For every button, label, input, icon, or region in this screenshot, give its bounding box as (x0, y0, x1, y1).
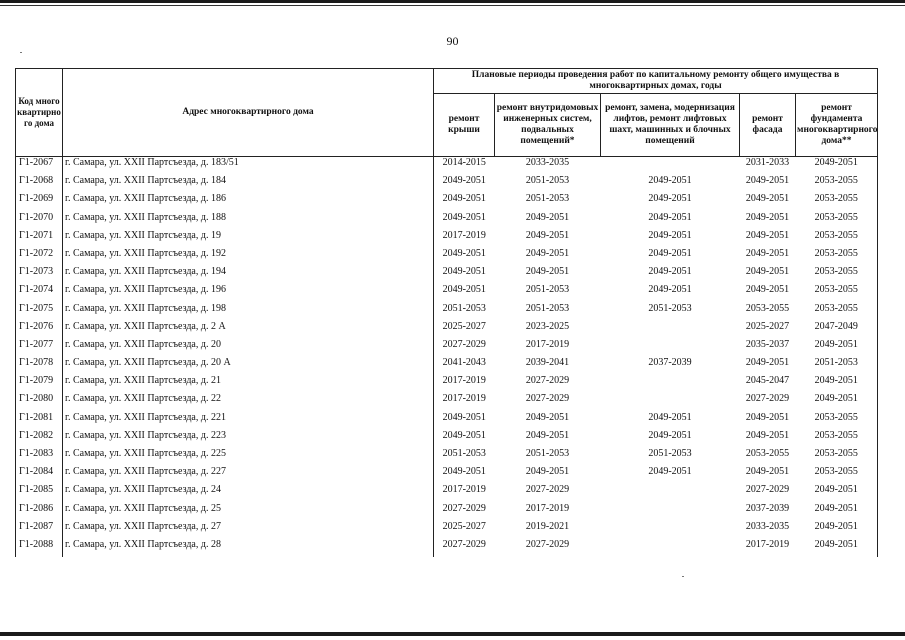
table-row (16, 448, 878, 466)
foundation-period-cell: 2047-2049 (796, 321, 878, 339)
table-row (16, 230, 878, 248)
header-address: Адрес многоквартирного дома (63, 69, 434, 157)
house-address-cell: г. Самара, ул. XXII Партсъезда, д. 21 (63, 375, 434, 393)
engineering-period-cell: 2051-2053 (525, 175, 570, 187)
engineering-period-cell: 2049-2051 (525, 429, 570, 441)
house-address-cell: г. Самара, ул. XXII Партсъезда, д. 186 (63, 193, 434, 211)
header-facade-repair: ремонт фасада (740, 94, 796, 157)
roof-period-cell: 2014-2015 (434, 157, 495, 176)
house-code-cell: Г1-2075 (16, 303, 63, 321)
elevator-period-cell (601, 321, 740, 339)
foundation-period-cell: 2049-2051 (796, 521, 878, 539)
facade-period-cell: 2049-2051 (745, 284, 790, 296)
engineering-period-cell: 2051-2053 (525, 448, 570, 459)
facade-period-cell: 2017-2019 (745, 538, 790, 550)
engineering-period-cell: 2049-2051 (525, 211, 570, 223)
house-address-cell: г. Самара, ул. XXII Партсъезда, д. 221 (63, 412, 434, 430)
house-code-cell: Г1-2082 (16, 430, 63, 448)
elevator-period-cell (601, 503, 740, 521)
house-address-cell: г. Самара, ул. XXII Партсъезда, д. 225 (63, 448, 434, 466)
facade-period-cell: 2049-2051 (745, 266, 790, 278)
facade-period-cell: 2049-2051 (745, 357, 790, 369)
table-row (16, 484, 878, 502)
house-address-cell: г. Самара, ул. XXII Партсъезда, д. 223 (63, 430, 434, 448)
facade-period-cell: 2049-2051 (745, 229, 790, 241)
foundation-period-cell: 2049-2051 (796, 393, 878, 411)
house-address-cell: г. Самара, ул. XXII Партсъезда, д. 22 (63, 393, 434, 411)
house-address-cell: г. Самара, ул. XXII Партсъезда, д. 183/51 (63, 157, 434, 176)
facade-period-cell: 2025-2027 (745, 320, 790, 332)
elevator-period-cell: 2051-2053 (648, 302, 692, 314)
table-row (16, 303, 878, 321)
top-border-rule (0, 0, 905, 3)
house-code-cell: Г1-2088 (16, 539, 63, 557)
header-foundation-repair: ремонт фундамента многоквартирного дома** (796, 94, 878, 157)
table-body (16, 157, 878, 558)
facade-period-cell: 2049-2051 (745, 211, 790, 223)
house-address-cell: г. Самара, ул. XXII Партсъезда, д. 19 (63, 230, 434, 248)
elevator-period-cell: 2049-2051 (648, 247, 692, 259)
facade-period-cell: 2037-2039 (745, 502, 790, 514)
foundation-period-cell: 2049-2051 (796, 375, 878, 393)
house-code-cell: Г1-2079 (16, 375, 63, 393)
engineering-period-cell: 2049-2051 (525, 411, 570, 423)
table-row (16, 357, 878, 375)
table-row (16, 175, 878, 193)
house-address-cell: г. Самара, ул. XXII Партсъезда, д. 198 (63, 303, 434, 321)
header-roof-repair: ремонт крыши (434, 94, 495, 157)
foundation-period-cell: 2053-2055 (796, 303, 878, 321)
top-border-thin-rule (0, 5, 905, 6)
foundation-period-cell: 2051-2053 (796, 357, 878, 375)
engineering-period-cell: 2027-2029 (525, 375, 570, 387)
house-code-cell: Г1-2068 (16, 175, 63, 193)
engineering-period-cell: 2051-2053 (525, 193, 570, 205)
house-address-cell: г. Самара, ул. XXII Партсъезда, д. 196 (63, 284, 434, 302)
house-code-cell: Г1-2084 (16, 466, 63, 484)
elevator-period-cell (601, 521, 740, 539)
house-code-cell: Г1-2073 (16, 266, 63, 284)
elevator-period-cell: 2051-2053 (648, 448, 692, 459)
house-code-cell: Г1-2087 (16, 521, 63, 539)
roof-period-cell: 2017-2019 (434, 484, 495, 502)
house-address-cell: г. Самара, ул. XXII Партсъезда, д. 25 (63, 503, 434, 521)
table-row (16, 284, 878, 302)
elevator-period-cell (601, 539, 740, 557)
facade-period-cell: 2053-2055 (745, 448, 790, 459)
table-row (16, 375, 878, 393)
house-address-cell: г. Самара, ул. XXII Партсъезда, д. 20 А (63, 357, 434, 375)
elevator-period-cell: 2049-2051 (648, 284, 692, 296)
roof-period-cell: 2049-2051 (434, 284, 495, 302)
house-address-cell: г. Самара, ул. XXII Партсъезда, д. 184 (63, 175, 434, 193)
engineering-period-cell: 2049-2051 (525, 229, 570, 241)
elevator-period-cell: 2049-2051 (648, 429, 692, 441)
table-row (16, 193, 878, 211)
capital-repair-schedule-table (15, 68, 878, 557)
roof-period-cell: 2025-2027 (434, 521, 495, 539)
house-address-cell: г. Самара, ул. XXII Партсъезда, д. 27 (63, 521, 434, 539)
house-address-cell: г. Самара, ул. XXII Партсъезда, д. 194 (63, 266, 434, 284)
elevator-period-cell: 2049-2051 (648, 411, 692, 423)
elevator-period-cell (601, 375, 740, 393)
house-address-cell: г. Самара, ул. XXII Партсъезда, д. 20 (63, 339, 434, 357)
roof-period-cell: 2041-2043 (434, 357, 495, 375)
roof-period-cell: 2051-2053 (434, 448, 495, 466)
engineering-period-cell: 2027-2029 (525, 484, 570, 496)
table-row (16, 321, 878, 339)
roof-period-cell: 2027-2029 (434, 503, 495, 521)
roof-period-cell: 2027-2029 (434, 339, 495, 357)
table-row (16, 157, 878, 176)
table-row (16, 393, 878, 411)
foundation-period-cell: 2053-2055 (796, 284, 878, 302)
house-code-cell: Г1-2074 (16, 284, 63, 302)
house-address-cell: г. Самара, ул. XXII Партсъезда, д. 2 А (63, 321, 434, 339)
header-planned-periods: Плановые периоды проведения работ по капитальному ремонту общего имущества в многоквартирных домах, годы (434, 69, 878, 94)
engineering-period-cell: 2017-2019 (525, 338, 570, 350)
facade-period-cell: 2049-2051 (745, 429, 790, 441)
roof-period-cell: 2049-2051 (434, 266, 495, 284)
facade-period-cell: 2049-2051 (745, 175, 790, 187)
engineering-period-cell: 2051-2053 (525, 302, 570, 314)
house-code-cell: Г1-2085 (16, 484, 63, 502)
roof-period-cell: 2017-2019 (434, 375, 495, 393)
house-code-cell: Г1-2080 (16, 393, 63, 411)
house-code-cell: Г1-2081 (16, 412, 63, 430)
roof-period-cell: 2049-2051 (434, 193, 495, 211)
engineering-period-cell: 2049-2051 (525, 266, 570, 278)
roof-period-cell: 2025-2027 (434, 321, 495, 339)
foundation-period-cell: 2049-2051 (796, 484, 878, 502)
foundation-period-cell: 2053-2055 (796, 175, 878, 193)
scan-speck (682, 576, 684, 577)
roof-period-cell: 2049-2051 (434, 212, 495, 230)
elevator-period-cell (601, 339, 740, 357)
foundation-period-cell: 2053-2055 (796, 466, 878, 484)
house-code-cell: Г1-2071 (16, 230, 63, 248)
table-row (16, 521, 878, 539)
table-row (16, 339, 878, 357)
engineering-period-cell: 2027-2029 (525, 393, 570, 405)
table-row (16, 539, 878, 557)
roof-period-cell: 2049-2051 (434, 175, 495, 193)
house-code-cell: Г1-2069 (16, 193, 63, 211)
facade-period-cell: 2027-2029 (745, 484, 790, 496)
roof-period-cell: 2049-2051 (434, 412, 495, 430)
house-address-cell: г. Самара, ул. XXII Партсъезда, д. 188 (63, 212, 434, 230)
house-code-cell: Г1-2083 (16, 448, 63, 466)
foundation-period-cell: 2049-2051 (796, 539, 878, 557)
engineering-period-cell: 2027-2029 (525, 538, 570, 550)
foundation-period-cell: 2053-2055 (796, 248, 878, 266)
engineering-period-cell: 2019-2021 (525, 520, 570, 532)
page-number: 90 (446, 34, 459, 48)
roof-period-cell: 2049-2051 (434, 248, 495, 266)
header-code: Код многоквартирного дома (16, 69, 63, 157)
elevator-period-cell (601, 157, 740, 176)
engineering-period-cell: 2049-2051 (525, 466, 570, 478)
roof-period-cell: 2049-2051 (434, 430, 495, 448)
table-row (16, 248, 878, 266)
roof-period-cell: 2017-2019 (434, 230, 495, 248)
foundation-period-cell: 2049-2051 (796, 339, 878, 357)
facade-period-cell: 2049-2051 (745, 247, 790, 259)
engineering-period-cell: 2039-2041 (525, 357, 570, 369)
elevator-period-cell: 2049-2051 (648, 229, 692, 241)
facade-period-cell: 2031-2033 (745, 157, 790, 168)
house-code-cell: Г1-2070 (16, 212, 63, 230)
elevator-period-cell: 2037-2039 (648, 357, 692, 369)
foundation-period-cell: 2053-2055 (796, 430, 878, 448)
house-address-cell: г. Самара, ул. XXII Партсъезда, д. 28 (63, 539, 434, 557)
foundation-period-cell: 2049-2051 (796, 157, 878, 176)
bottom-border-rule (0, 632, 905, 636)
table-row (16, 212, 878, 230)
house-code-cell: Г1-2072 (16, 248, 63, 266)
house-address-cell: г. Самара, ул. XXII Партсъезда, д. 24 (63, 484, 434, 502)
engineering-period-cell: 2033-2035 (525, 157, 570, 168)
roof-period-cell: 2051-2053 (434, 303, 495, 321)
header-engineering-repair: ремонт внутридомовых инженерных систем, подвальных помещений* (495, 94, 601, 157)
facade-period-cell: 2049-2051 (745, 411, 790, 423)
foundation-period-cell: 2049-2051 (796, 503, 878, 521)
scan-speck (20, 52, 22, 53)
foundation-period-cell: 2053-2055 (796, 266, 878, 284)
elevator-period-cell (601, 484, 740, 502)
house-code-cell: Г1-2067 (16, 157, 63, 176)
facade-period-cell: 2045-2047 (745, 375, 790, 387)
house-code-cell: Г1-2076 (16, 321, 63, 339)
table-row (16, 412, 878, 430)
facade-period-cell: 2049-2051 (745, 193, 790, 205)
house-code-cell: Г1-2086 (16, 503, 63, 521)
table-row (16, 466, 878, 484)
roof-period-cell: 2017-2019 (434, 393, 495, 411)
engineering-period-cell: 2017-2019 (525, 502, 570, 514)
roof-period-cell: 2027-2029 (434, 539, 495, 557)
engineering-period-cell: 2023-2025 (525, 320, 570, 332)
roof-period-cell: 2049-2051 (434, 466, 495, 484)
facade-period-cell: 2027-2029 (745, 393, 790, 405)
header-elevator-repair: ремонт, замена, модернизация лифтов, ремонт лифтовых шахт, машинных и блочных помещений (601, 94, 740, 157)
engineering-period-cell: 2051-2053 (525, 284, 570, 296)
foundation-period-cell: 2053-2055 (796, 448, 878, 466)
elevator-period-cell: 2049-2051 (648, 175, 692, 187)
house-code-cell: Г1-2078 (16, 357, 63, 375)
facade-period-cell: 2053-2055 (745, 302, 790, 314)
facade-period-cell: 2049-2051 (745, 466, 790, 478)
house-code-cell: Г1-2077 (16, 339, 63, 357)
elevator-period-cell (601, 393, 740, 411)
table-row (16, 266, 878, 284)
house-address-cell: г. Самара, ул. XXII Партсъезда, д. 227 (63, 466, 434, 484)
elevator-period-cell: 2049-2051 (648, 193, 692, 205)
foundation-period-cell: 2053-2055 (796, 212, 878, 230)
facade-period-cell: 2033-2035 (745, 520, 790, 532)
elevator-period-cell: 2049-2051 (648, 211, 692, 223)
engineering-period-cell: 2049-2051 (525, 247, 570, 259)
table-row (16, 503, 878, 521)
house-address-cell: г. Самара, ул. XXII Партсъезда, д. 192 (63, 248, 434, 266)
foundation-period-cell: 2053-2055 (796, 230, 878, 248)
facade-period-cell: 2035-2037 (745, 338, 790, 350)
elevator-period-cell: 2049-2051 (648, 266, 692, 278)
foundation-period-cell: 2053-2055 (796, 412, 878, 430)
table-row (16, 430, 878, 448)
foundation-period-cell: 2053-2055 (796, 193, 878, 211)
elevator-period-cell: 2049-2051 (648, 466, 692, 478)
